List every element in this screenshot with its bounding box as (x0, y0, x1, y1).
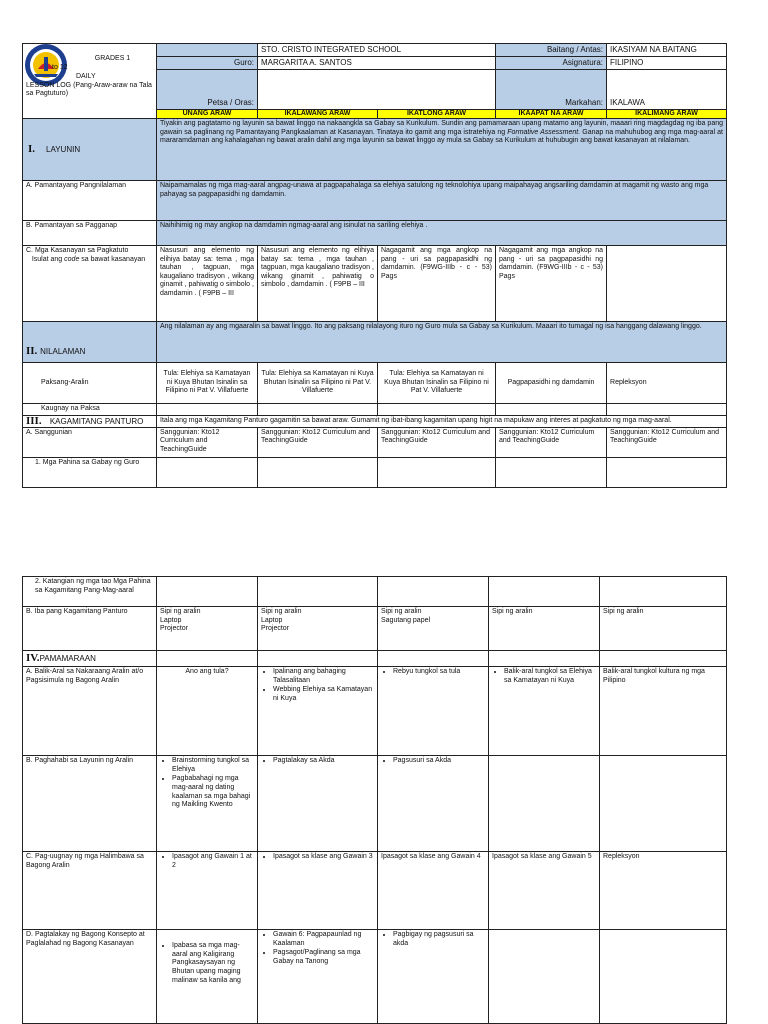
pag-uugnay-day-4: Ipasagot sa klase ang Gawain 5 (489, 852, 600, 930)
balik-aral-day-1: Ano ang tula? (157, 667, 258, 756)
paghahabi-day-1: • Brainstorming tungkol sa Elehiya • Pagbabahagi ng mga mag-aaral ng dating kaalaman sa mga bahagi ng Maikling Kwento (157, 756, 258, 852)
pagtalakay-label: D. Pagtalakay ng Bagong Konsepto at Paglalahad ng Bagong Kasanayan (23, 930, 157, 1024)
pag-uugnay-day-3: Ipasagot sa klase ang Gawain 4 (378, 852, 489, 930)
pamantayan-pagganap-label: B. Pamantayan sa Pagganap (23, 221, 157, 246)
balik-aral-day-5: Balik-aral tungkol kultura ng mga Pilipino (600, 667, 727, 756)
pag-uugnay-day-1: • Ipasagot ang Gawain 1 at 2 (157, 852, 258, 930)
grades-line-1: GRADES 1 (94, 55, 131, 62)
paghahabi-label: B. Paghahabi sa Layunin ng Aralin (23, 756, 157, 852)
daily-label: DAILY (76, 73, 96, 81)
asignatura-value: FILIPINO (607, 56, 727, 69)
guro-value: MARGARITA A. SANTOS (258, 56, 496, 69)
paghahabi-day-3: • Pagsusuri sa Akda (378, 756, 489, 852)
kasanayan-label: C. Mga Kasanayan sa Pagkatuto Isulat ang code sa bawat kasanayan (23, 246, 157, 322)
layunin-heading: I. LAYUNIN (23, 119, 157, 181)
baitang-value: IKASIYAM NA BAITANG (607, 44, 727, 57)
paksa-day-1: Tula: Elehiya sa Kamatayan ni Kuya Bhutan Isinalin sa Filipino ni Pat V. Villafuerte (157, 363, 258, 404)
balik-aral-day-4: • Balik-aral tungkol sa Elehiya sa Kamatayan ni Kuya (489, 667, 600, 756)
header-title-cell (23, 44, 157, 119)
baitang-label: Baitang / Antas: (496, 44, 607, 57)
nilalaman-text: Ang nilalaman ay ang mgaaralin sa bawat linggo. Ito ang paksang nilalayong ituro ng Guro mula sa Gabay sa Kurikulum. Maaari ito tumagal ng isa hanggang dalawang linggo. (157, 322, 727, 363)
balik-aral-day-3: • Rebyu tungkol sa tula (378, 667, 489, 756)
markahan-label: Markahan: (496, 69, 607, 109)
paksa-day-5: Repleksyon (607, 363, 727, 404)
lesson-log-table-1 (22, 43, 727, 488)
paksa-day-3: Tula: Elehiya sa Kamatayan ni Kuya Bhutan Isinalin sa Filipino ni Pat V. Villafuerte (378, 363, 496, 404)
pagtalakay-day-3: • Pagbigay ng pagsusuri sa akda (378, 930, 489, 1024)
iba-pang-kagamitan-label: B. Iba pang Kagamitang Panturo (23, 607, 157, 651)
petsa-label: Petsa / Oras: (157, 69, 258, 109)
pamamaraan-heading: IV.PAMAMARAAN (23, 651, 157, 667)
pag-uugnay-day-2: • Ipasagot sa klase ang Gawain 3 (258, 852, 378, 930)
pahina-kagamitan-magaaral-label: 2. Katangian ng mga tao Mga Pahina sa Kagamitang Pang-Mag-aaral (23, 577, 157, 607)
iba-day-1: Sipi ng aralin Laptop Projector (157, 607, 258, 651)
petsa-value (258, 69, 496, 109)
kasanayan-day-2: Nasusuri ang elemento ng elihiya batay sa: tema , mga tauhan , tagpuan, mga kaugaliano tradisyon , wikang ginamit , pahiwatig o simbolo , damdamin . ( F9PB – III (258, 246, 378, 322)
iba-day-5: Sipi ng aralin (600, 607, 727, 651)
day-3-header: IKATLONG ARAW (378, 109, 496, 119)
balik-aral-label: A. Balik-Aral sa Nakaraang Aralin at/o Pagsisimula ng Bagong Aralin (23, 667, 157, 756)
school-name: STO. CRISTO INTEGRATED SCHOOL (258, 44, 496, 57)
day-5-header: IKALIMANG ARAW (607, 109, 727, 119)
sanggunian-day-4: Sanggunian: Kto12 Curriculum and TeachingGuide (496, 427, 607, 457)
balik-aral-day-2: • Ipalinang ang bahaging Talasalitaan • Webbing Elehiya sa Kamatayan ni Kuya (258, 667, 378, 756)
asignatura-label: Asignatura: (496, 56, 607, 69)
pag-uugnay-day-5: Repleksyon (600, 852, 727, 930)
markahan-value: IKALAWA (607, 69, 727, 109)
sanggunian-label: A. Sanggunian (23, 427, 157, 457)
pamantayan-pagganap-text: Naihihimig ng may angkop na damdamin ngmag-aaral ang isinulat na sariling elehiya . (157, 221, 727, 246)
kagamitan-text: Itala ang mga Kagamitang Panturo gagamitin sa bawat araw. Gumamit ng ibat-ibang kagamitan upang higit na mapukaw ang interes at pagkatuto ng mga mag-aaral. (157, 415, 727, 427)
sanggunian-day-5: Sanggunian: Kto12 Curriculum and TeachingGuide (607, 427, 727, 457)
pamantayang-pangnilalaman-label: A. Pamantayang Pangnilalaman (23, 181, 157, 221)
iba-day-2: Sipi ng aralin Laptop Projector (258, 607, 378, 651)
pagtalakay-day-1: • Ipabasa sa mga mag-aaral ang Kaligirang Pangkasaysayan ng Bhutan upang maging malinaw sa kanila ang (157, 930, 258, 1024)
paksang-aralin-label: Paksang-Aralin (23, 363, 157, 404)
nilalaman-heading: II. NILALAMAN (23, 322, 157, 363)
pagtalakay-day-2: • Gawain 6: Pagpapaunlad ng Kaalaman • Pagsagot/Paglinang sa mga Gabay na Tanong (258, 930, 378, 1024)
pamantayang-pangnilalaman-text: Naipamamalas ng mga mag-aaral angpag-unawa at pagpapahalaga sa elehiya satulong ng teknolohiya upang maipahayag angsariling damdamin at magamit ng wasto ang mga pahayag sa pagpapasidhi ng damdamin. (157, 181, 727, 221)
iba-day-3: Sipi ng aralin Sagutang papel (378, 607, 489, 651)
kasanayan-day-3: Nagagamit ang mga angkop na pang - uri sa pagpapasidhi ng damdamin. (F9WG-IIIb - c - 53) Pags (378, 246, 496, 322)
kasanayan-day-5 (607, 246, 727, 322)
kaugnay-paksa-label: Kaugnay na Paksa (23, 404, 157, 416)
guro-label: Guro: (157, 56, 258, 69)
sanggunian-day-2: Sanggunian: Kto12 Curriculum and TeachingGuide (258, 427, 378, 457)
lesson-log-table-2 (22, 576, 727, 1024)
sanggunian-day-1: Sanggunian: Kto12 Curriculum and TeachingGuide (157, 427, 258, 457)
lesson-log-title: LESSON LOG (Pang-Araw-araw na Tala sa Pagtuturo) (26, 81, 152, 98)
iba-day-4: Sipi ng aralin (489, 607, 600, 651)
kasanayan-day-1: Nasusuri ang elemento ng elihiya batay sa: tema , mga tauhan , tagpuan, mga kaugaliano tradisyon , wikang ginamit , pahiwatig o simbolo , damdamin . ( F9PB – III (157, 246, 258, 322)
kasanayan-day-4: Nagagamit ang mga angkop na pang - uri sa pagpapasidhi ng damdamin. (F9WG-IIIb - c - 53) Pags (496, 246, 607, 322)
day-2-header: IKALAWANG ARAW (258, 109, 378, 119)
paksa-day-4: Pagpapasidhi ng damdamin (496, 363, 607, 404)
pag-uugnay-label: C. Pag-uugnay ng mga Halimbawa sa Bagong Aralin (23, 852, 157, 930)
paksa-day-2: Tula: Elehiya sa Kamatayan ni Kuya Bhutan Isinalin sa Filipino ni Pat V. Villafuerte (258, 363, 378, 404)
day-1-header: UNANG ARAW (157, 109, 258, 119)
day-4-header: IKAAPAT NA ARAW (496, 109, 607, 119)
layunin-text: Tiyakin ang pagtatamo ng layunin sa bawat linggo na nakaangkla sa Gabay sa Kurikulum. Sundin ang pamamaraan upang matamo ang layunin, maaari ring magdagdag ng iba pang gawain sa paglinang ng Pamantayang Pangkaalaman at Kasanayan. Tinataya ito gamit ang mga istratehiya ng Formative Assessment. Ganap na mahuhubog ang mga mag-aaral at mararamdaman ang kahalagahan ng bawat aralin dahil ang mga layunin sa bawat linggo ay mula sa Gabay sa Kurikulum at huhubugin ang bawat kasanayan at nilalaman. (157, 119, 727, 181)
pahina-gabay-guro-label: 1. Mga Pahina sa Gabay ng Guro (23, 457, 157, 487)
kagamitan-heading: III. KAGAMITANG PANTURO (23, 415, 157, 427)
grades-line-2: to 12 (52, 63, 68, 71)
paghahabi-day-2: • Pagtalakay sa Akda (258, 756, 378, 852)
sanggunian-day-3: Sanggunian: Kto12 Curriculum and TeachingGuide (378, 427, 496, 457)
